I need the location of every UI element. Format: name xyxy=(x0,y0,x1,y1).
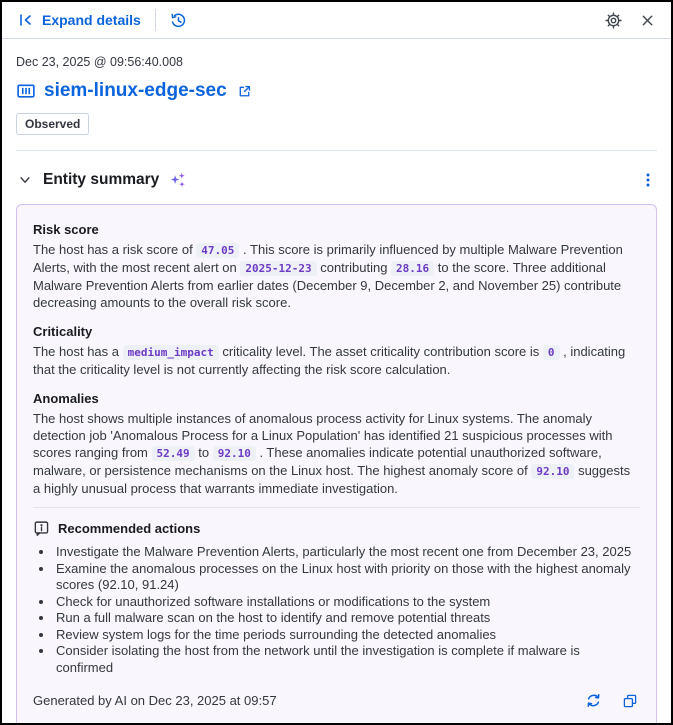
entity-header xyxy=(2,39,671,151)
settings-button[interactable] xyxy=(603,10,624,31)
copy-button[interactable] xyxy=(620,691,640,711)
history-clock-icon xyxy=(170,12,187,29)
history-button[interactable] xyxy=(168,10,189,31)
close-icon xyxy=(640,13,655,28)
observed-badge: Observed xyxy=(16,113,89,135)
risk-score-text: The host has a risk score of 47.05 . This score is primarily influenced by multiple Malware Prevention Alerts, with the most recent alert on 2025-12-23 contributing 28.16 to the score. Three additional Malware Prevention Alerts from earlier dates (December 9, December 2, and November 25) contribute decreasing amounts to the overall risk score. xyxy=(33,242,623,310)
entity-summary-header xyxy=(2,151,671,204)
anomalies-text: The host shows multiple instances of anomalous process activity for Linux systems. The anomaly detection job 'Anomalous Process for a Linux Population' has identified 21 suspicious processes with scores ranging from 52.49 to 92.10 . These anomalies indicate potential unauthorized software, malware, or persistence mechanisms on the Linux host. The highest anomaly score of 92.10 suggests a highly unusual process that warrants immediate investigation. xyxy=(33,411,631,496)
top-bar-right xyxy=(603,10,657,31)
criticality-heading: Criticality xyxy=(33,324,93,339)
entity-summary-card xyxy=(16,204,657,725)
annotation-icon xyxy=(33,520,50,537)
expand-details-label: Expand details xyxy=(42,12,141,28)
criticality-section xyxy=(33,323,640,378)
inline-code-value: 52.49 xyxy=(152,446,195,461)
recommended-action-item: • Run a full malware scan on the host to identify and remove potential threats xyxy=(54,610,640,627)
recommended-actions-list xyxy=(37,544,640,676)
entity-summary-title: Entity summary xyxy=(43,171,160,188)
summary-footer-actions xyxy=(583,690,640,711)
collapse-section-button[interactable] xyxy=(16,171,34,189)
event-timestamp: Dec 23, 2025 @ 09:56:40.008 xyxy=(16,55,183,69)
expand-details-button[interactable] xyxy=(16,10,143,30)
inline-code-value: 28.16 xyxy=(391,261,434,276)
open-entity-button[interactable] xyxy=(235,82,254,101)
inline-code-value: 2025-12-23 xyxy=(240,261,316,276)
refresh-icon xyxy=(585,692,602,709)
top-bar-separator xyxy=(155,9,156,31)
inline-code-value: 47.05 xyxy=(196,243,239,258)
criticality-text: The host has a medium_impact criticality level. The asset criticality contribution score is 0 , indicating that the criticality level is not currently affecting the risk score calculation. xyxy=(33,344,626,377)
recommended-actions-header xyxy=(33,520,640,537)
entity-summary-menu-button[interactable] xyxy=(639,170,657,190)
risk-score-heading: Risk score xyxy=(33,222,99,237)
recommended-action-item: • Consider isolating the host from the network until the investigation is complete if malware is confirmed xyxy=(54,643,640,676)
inline-code-value: 92.10 xyxy=(531,464,574,479)
inline-code-value: 92.10 xyxy=(213,446,256,461)
risk-score-section xyxy=(33,221,640,311)
entity-title-row xyxy=(16,79,657,103)
top-bar-left xyxy=(16,9,189,31)
anomalies-heading: Anomalies xyxy=(33,391,99,406)
recommended-action-item: • Investigate the Malware Prevention Alerts, particularly the most recent one from December 23, 2025 xyxy=(54,544,640,561)
recommended-action-item: • Check for unauthorized software installations or modifications to the system xyxy=(54,594,640,611)
entity-name-link[interactable]: siem-linux-edge-sec xyxy=(44,80,227,101)
inline-code-value: 0 xyxy=(543,345,560,360)
summary-footer xyxy=(33,690,640,711)
collapse-left-icon xyxy=(18,12,34,28)
external-link-icon xyxy=(237,84,252,99)
ai-sparkles-icon xyxy=(168,171,187,190)
vertical-dots-icon xyxy=(641,172,655,188)
recommended-actions-heading: Recommended actions xyxy=(58,521,201,536)
chevron-down-icon xyxy=(18,173,32,187)
close-button[interactable] xyxy=(638,11,657,30)
summary-divider xyxy=(33,507,640,508)
flyout-top-bar xyxy=(2,2,671,39)
anomalies-section xyxy=(33,390,640,497)
generated-by-ai-text: Generated by AI on Dec 23, 2025 at 09:57 xyxy=(33,693,277,708)
gear-icon xyxy=(605,12,622,29)
copy-icon xyxy=(622,693,638,709)
inline-code-value: medium_impact xyxy=(123,345,219,360)
recommended-action-item: • Examine the anomalous processes on the Linux host with priority on those with the highest anomaly scores (92.10, 91.24) xyxy=(54,561,640,594)
regenerate-button[interactable] xyxy=(583,690,604,711)
recommended-action-item: • Review system logs for the time periods surrounding the detected anomalies xyxy=(54,627,640,644)
host-icon xyxy=(16,81,36,101)
